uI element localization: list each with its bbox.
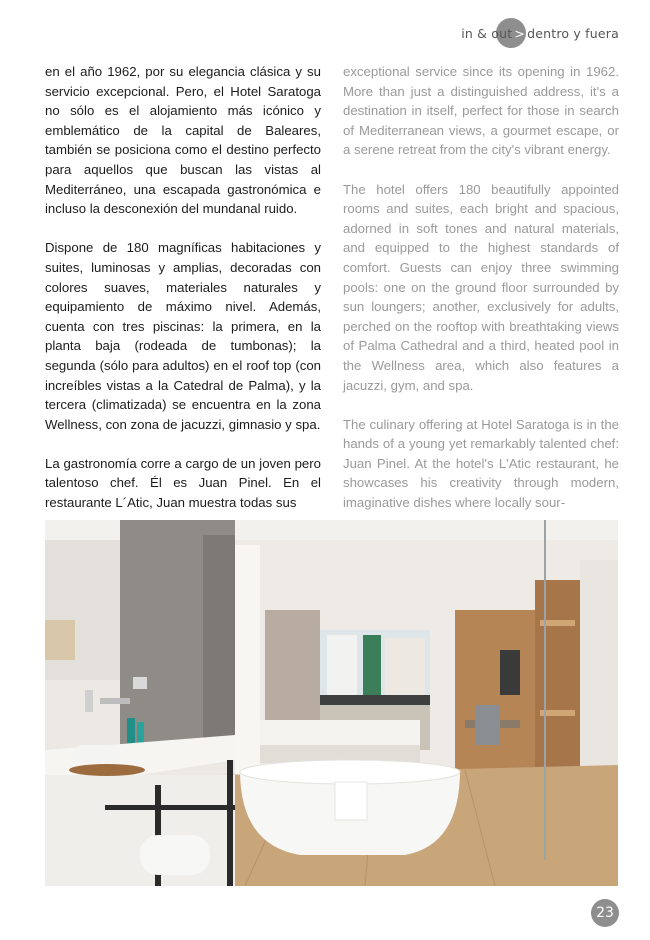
hotel-room-photo	[45, 520, 618, 886]
spanish-text-column	[45, 62, 321, 532]
page-number-badge: 23	[591, 899, 619, 927]
section-arrow: >	[514, 25, 526, 41]
section-label-spanish: dentro y fuera	[527, 25, 619, 41]
english-paragraph-2: The hotel offers 180 beautifully appointed rooms and suites, each bright and spacious, adorned in soft tones and natural materials, and equipped to the highest standards of comfort. Guests can enjoy three swimming pools: one on the ground floor surrounded by sun loungers; another, exclusively for adults, perched on the rooftop with breathtaking views of Palma Cathedral and a third, heated pool in the Wellness area, which also features a jacuzzi, gym, and spa.	[343, 181, 619, 393]
english-text-column	[343, 62, 619, 532]
spanish-paragraph-3: La gastronomía corre a cargo de un joven pero talentoso chef. Él es Juan Pinel. En el restaurante L´Atic, Juan muestra todas sus	[45, 455, 321, 511]
spanish-paragraph-1: en el año 1962, por su elegancia clásica y su servicio excepcional. Pero, el Hotel Saratoga no sólo es el alojamiento más icónico y emblemático de la capital de Baleares, también se posiciona como el destino perfecto para aquellos que buscan las vistas al Mediterráneo, una escapada gastronómica e incluso la desconexión del mundanal ruido.	[45, 64, 321, 217]
spanish-paragraph-2: Dispone de 180 magníficas habitaciones y suites, luminosas y amplias, decoradas con colores suaves, materiales naturales y equipamiento de máximo nivel. Además, cuenta con tres piscinas: la primera, en la planta baja (rodeada de tumbonas); la segunda (sólo para adultos) en el roof top (con increíbles vistas a la Catedral de Palma), y la tercera (climatizada) se encuentra en la zona Wellness, con zona de jacuzzi, gimnasio y spa.	[45, 240, 321, 432]
section-header	[461, 18, 619, 48]
english-paragraph-1: exceptional service since its opening in 1962. More than just a distinguished address, it's a destination in itself, perfect for those in search of Mediterranean views, a gourmet escape, or a serene retreat from the city's vibrant energy.	[343, 64, 619, 158]
section-label-english: in & out	[461, 25, 513, 41]
english-paragraph-3: The culinary offering at Hotel Saratoga is in the hands of a young yet remarkably talented chef: Juan Pinel. At the hotel's L'Atic restaurant, he showcases his creativity through modern, imaginative dishes where locally sour-	[343, 416, 619, 511]
